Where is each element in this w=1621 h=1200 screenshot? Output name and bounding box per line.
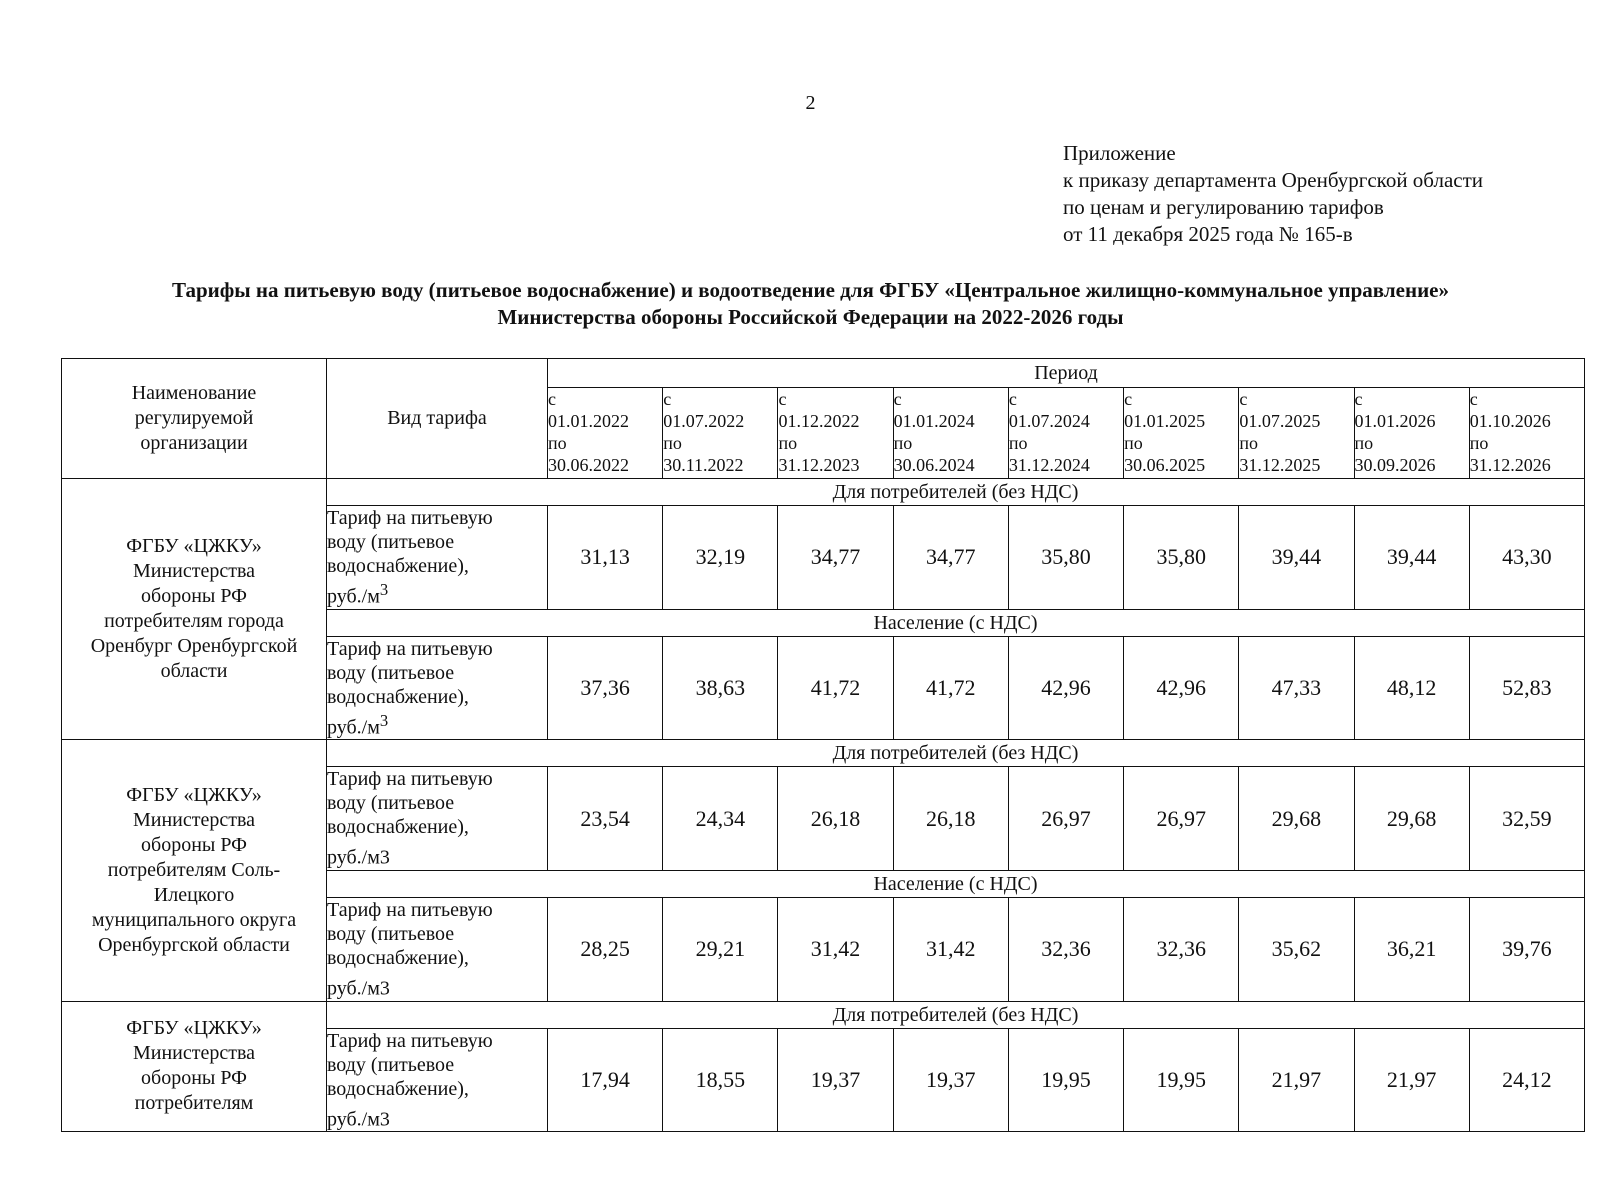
tariff-value: 41,72 <box>893 636 1008 740</box>
tariff-value: 32,36 <box>1124 897 1239 1001</box>
tariff-value: 43,30 <box>1469 506 1584 610</box>
consumer-category: Население (с НДС) <box>327 609 1585 636</box>
period-cell: с 01.07.2024 по 31.12.2024 <box>1008 388 1123 479</box>
tariff-value: 41,72 <box>778 636 893 740</box>
period-cell: с 01.01.2026 по 30.09.2026 <box>1354 388 1469 479</box>
tariff-value: 19,95 <box>1124 1028 1239 1132</box>
tariff-value: 39,44 <box>1239 506 1354 610</box>
tariff-value: 24,34 <box>663 767 778 871</box>
tariff-value: 26,18 <box>893 767 1008 871</box>
title-line: Министерства обороны Российской Федерации на 2022-2026 годы <box>497 305 1124 329</box>
tariff-value: 23,54 <box>548 767 663 871</box>
appendix-line: к приказу департамента Оренбургской области <box>1063 168 1483 192</box>
appendix-line: от 11 декабря 2025 года № 165-в <box>1063 222 1353 246</box>
tariff-value: 31,13 <box>548 506 663 610</box>
tariff-value: 39,44 <box>1354 506 1469 610</box>
consumer-category: Для потребителей (без НДС) <box>327 1001 1585 1028</box>
tariff-value: 26,97 <box>1008 767 1123 871</box>
tariff-value: 19,37 <box>778 1028 893 1132</box>
tariff-value: 29,68 <box>1354 767 1469 871</box>
period-cell: с 01.01.2022 по 30.06.2022 <box>548 388 663 479</box>
tariff-value: 18,55 <box>663 1028 778 1132</box>
tariff-value: 47,33 <box>1239 636 1354 740</box>
period-cell: с 01.10.2026 по 31.12.2026 <box>1469 388 1584 479</box>
tariff-value: 26,18 <box>778 767 893 871</box>
period-cell: с 01.01.2024 по 30.06.2024 <box>893 388 1008 479</box>
organization-cell: ФГБУ «ЦЖКУ» Министерства обороны РФ потребителям <box>62 1001 327 1132</box>
tariff-value: 31,42 <box>893 897 1008 1001</box>
tariff-value: 35,80 <box>1124 506 1239 610</box>
period-header: Период <box>548 359 1585 388</box>
period-cell: с 01.07.2025 по 31.12.2025 <box>1239 388 1354 479</box>
header-row <box>62 359 1585 388</box>
tariff-table <box>61 358 1585 1132</box>
tariff-value: 29,21 <box>663 897 778 1001</box>
tariff-value: 31,42 <box>778 897 893 1001</box>
tariff-value: 17,94 <box>548 1028 663 1132</box>
tariff-value: 39,76 <box>1469 897 1584 1001</box>
tariff-value: 29,68 <box>1239 767 1354 871</box>
subhead-row <box>62 740 1585 767</box>
title-line: Тарифы на питьевую воду (питьевое водоснабжение) и водоотведение для ФГБУ «Центральное жилищно-коммунальное управление» <box>171 278 1449 302</box>
appendix-line: по ценам и регулированию тарифов <box>1063 195 1384 219</box>
period-cell: с 01.01.2025 по 30.06.2025 <box>1124 388 1239 479</box>
period-cell: с 01.07.2022 по 30.11.2022 <box>663 388 778 479</box>
tariff-kind-cell: Тариф на питьевую воду (питьевое водоснабжение), $руб./м^3$ <box>327 636 548 740</box>
tariff-value: 26,97 <box>1124 767 1239 871</box>
subhead-row <box>62 1001 1585 1028</box>
tariff-value: 48,12 <box>1354 636 1469 740</box>
tariff-value: 32,19 <box>663 506 778 610</box>
appendix-line: Приложение <box>1063 141 1176 165</box>
tariff-value: 35,62 <box>1239 897 1354 1001</box>
header-line: организации <box>140 432 248 454</box>
tariff-value: 21,97 <box>1239 1028 1354 1132</box>
tariff-value: 35,80 <box>1008 506 1123 610</box>
tariff-value: 21,97 <box>1354 1028 1469 1132</box>
tariff-value: 38,63 <box>663 636 778 740</box>
tariff-value: 34,77 <box>893 506 1008 610</box>
tariff-value: 28,25 <box>548 897 663 1001</box>
period-cell: с 01.12.2022 по 31.12.2023 <box>778 388 893 479</box>
consumer-category: Для потребителей (без НДС) <box>327 479 1585 506</box>
organization-cell: ФГБУ «ЦЖКУ» Министерства обороны РФ потребителям города Оренбург Оренбургской области <box>62 479 327 740</box>
consumer-category: Население (с НДС) <box>327 870 1585 897</box>
page-number: 2 <box>805 92 816 114</box>
tariff-kind-cell: Тариф на питьевую воду (питьевое водоснабжение), руб./м3 <box>327 767 548 871</box>
header-line: Наименование <box>131 382 257 404</box>
tariff-kind-column-header: Вид тарифа <box>327 359 548 479</box>
document-title <box>0 277 1621 331</box>
org-column-header <box>62 359 327 479</box>
tariff-value: 52,83 <box>1469 636 1584 740</box>
tariff-value: 32,59 <box>1469 767 1584 871</box>
tariff-kind-cell: Тариф на питьевую воду (питьевое водоснабжение), руб./м3 <box>327 1028 548 1132</box>
tariff-value: 42,96 <box>1124 636 1239 740</box>
subhead-row <box>62 479 1585 506</box>
tariff-value: 37,36 <box>548 636 663 740</box>
tariff-kind-cell: Тариф на питьевую воду (питьевое водоснабжение), руб./м3 <box>327 897 548 1001</box>
tariff-value: 32,36 <box>1008 897 1123 1001</box>
tariff-value: 42,96 <box>1008 636 1123 740</box>
tariff-value: 34,77 <box>778 506 893 610</box>
tariff-kind-cell: Тариф на питьевую воду (питьевое водоснабжение), $руб./м^3$ <box>327 506 548 610</box>
header-line: регулируемой <box>134 407 254 429</box>
tariff-value: 19,37 <box>893 1028 1008 1132</box>
organization-cell: ФГБУ «ЦЖКУ» Министерства обороны РФ потребителям Соль- Илецкого муниципального округа Оренбургской области <box>62 740 327 1001</box>
tariff-value: 36,21 <box>1354 897 1469 1001</box>
appendix-block <box>1063 140 1483 248</box>
tariff-value: 19,95 <box>1008 1028 1123 1132</box>
consumer-category: Для потребителей (без НДС) <box>327 740 1585 767</box>
tariff-value: 24,12 <box>1469 1028 1584 1132</box>
